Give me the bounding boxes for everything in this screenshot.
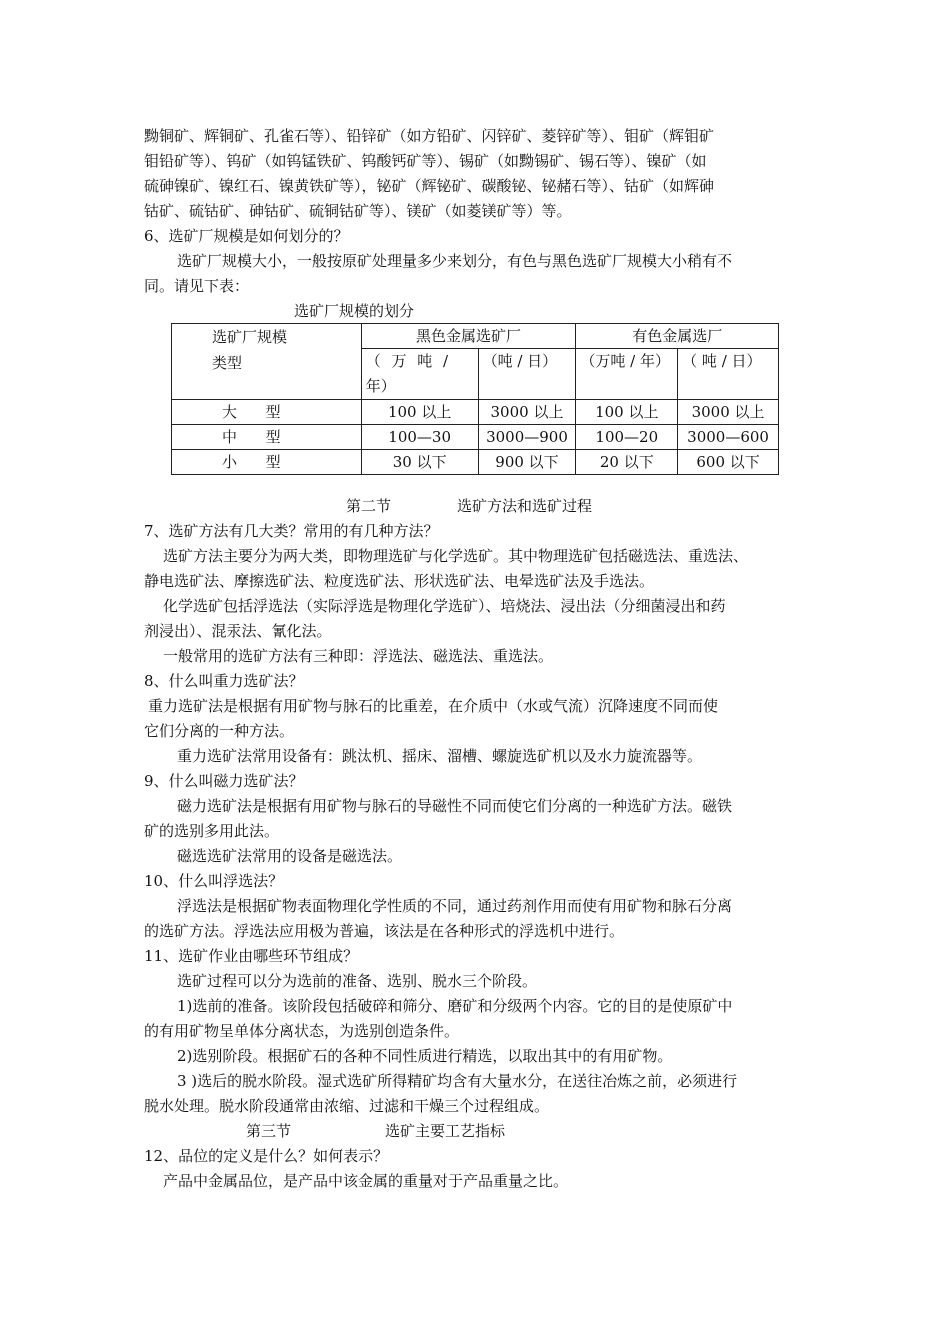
answer-line: 产品中金属品位，是产品中该金属的重量对于产品重量之比。 bbox=[163, 1172, 569, 1190]
answer-line: 选矿厂规模大小，一般按原矿处理量多少来划分，有色与黑色选矿厂规模大小稍有不 bbox=[177, 252, 733, 270]
text-line: 钼铅矿等）、钨矿（如钨锰铁矿、钨酸钙矿等）、锡矿（如黝锡矿、锡石等）、镍矿（如 bbox=[144, 152, 707, 170]
unit-ferrous-day: （吨 / 日） bbox=[478, 349, 576, 400]
cell-ferrous-year: 100 以上 bbox=[361, 400, 478, 425]
answer-line: 一般常用的选矿方法有三种即：浮选法、磁选法、重选法。 bbox=[163, 647, 554, 665]
question-6: 6、选矿厂规模是如何划分的？ bbox=[144, 227, 349, 245]
answer-line: 浮选法是根据矿物表面物理化学性质的不同，通过药剂作用而使有用矿物和脉石分离 bbox=[177, 897, 733, 915]
row-type: 大 型 bbox=[172, 400, 362, 425]
answer-line: 1)选前的准备。该阶段包括破碎和筛分、磨矿和分级两个内容。它的目的是使原矿中 bbox=[177, 997, 733, 1015]
unit-ferrous-year bbox=[361, 349, 478, 400]
answer-line: 的有用矿物呈单体分离状态，为选别创造条件。 bbox=[144, 1022, 460, 1040]
text-line: 钴矿、硫钴矿、砷钴矿、硫铜钴矿等）、镁矿（如菱镁矿等）等。 bbox=[144, 202, 572, 220]
text-line: 硫砷镍矿、镍红石、镍黄铁矿等），铋矿（辉铋矿、碳酸铋、铋赭石等）、钴矿（如辉砷 bbox=[144, 177, 715, 195]
table-header-row bbox=[172, 324, 779, 349]
section-title: 选矿方法和选矿过程 bbox=[457, 497, 593, 515]
answer-line: 同。请见下表： bbox=[144, 277, 250, 295]
question-8: 8、什么叫重力选矿法？ bbox=[144, 672, 304, 690]
answer-line: 它们分离的一种方法。 bbox=[144, 722, 295, 740]
table-row bbox=[172, 425, 779, 450]
question-7: 7、选矿方法有几大类？常用的有几种方法？ bbox=[144, 522, 439, 540]
document-page bbox=[144, 124, 814, 1194]
unit-nonferrous-day: （ 吨 / 日） bbox=[678, 349, 779, 400]
section-2-heading bbox=[144, 494, 814, 519]
question-11: 11、选矿作业由哪些环节组成？ bbox=[144, 947, 359, 965]
answer-line: 磁选选矿法常用的设备是磁选法。 bbox=[177, 847, 403, 865]
answer-line: 剂浸出）、混汞法、氰化法。 bbox=[144, 622, 332, 640]
header-scale-line2: 类型 bbox=[212, 354, 243, 372]
answer-line: 选矿方法主要分为两大类，即物理选矿与化学选矿。其中物理选矿包括磁选法、重选法、 bbox=[163, 547, 749, 565]
unit-line: （ 万 吨 / bbox=[365, 352, 449, 370]
answer-line: 化学选矿包括浮选法（实际浮选是物理化学选矿）、培烧法、浸出法（分细菌浸出和药 bbox=[163, 597, 726, 615]
section-title: 选矿主要工艺指标 bbox=[385, 1122, 506, 1140]
section-3-heading bbox=[144, 1119, 814, 1144]
cell-ferrous-day: 3000—900 bbox=[478, 425, 576, 450]
cell-nonferrous-year: 100 以上 bbox=[576, 400, 678, 425]
cell-nonferrous-day: 3000 以上 bbox=[678, 400, 779, 425]
table-caption: 选矿厂规模的划分 bbox=[294, 302, 415, 320]
answer-line: 2)选别阶段。根据矿石的各种不同性质进行精选，以取出其中的有用矿物。 bbox=[177, 1047, 673, 1065]
header-scale-type bbox=[172, 324, 362, 400]
answer-line: 脱水处理。脱水阶段通常由浓缩、过滤和干燥三个过程组成。 bbox=[144, 1097, 550, 1115]
header-ferrous-plant: 黑色金属选矿厂 bbox=[361, 324, 576, 349]
question-10: 10、什么叫浮选法？ bbox=[144, 872, 284, 890]
question-12: 12、品位的定义是什么？如何表示？ bbox=[144, 1147, 389, 1165]
row-type: 小 型 bbox=[172, 450, 362, 475]
section-number: 第二节 bbox=[346, 497, 392, 515]
answer-line: 重力选矿法是根据有用矿物与脉石的比重差，在介质中（水或气流）沉降速度不同而使 bbox=[148, 697, 719, 715]
header-nonferrous-plant: 有色金属选厂 bbox=[576, 324, 779, 349]
cell-ferrous-day: 3000 以上 bbox=[478, 400, 576, 425]
table-row bbox=[172, 400, 779, 425]
text-line: 黝铜矿、辉铜矿、孔雀石等）、铅锌矿（如方铅矿、闪锌矿、菱锌矿等）、钼矿（辉钼矿 bbox=[144, 127, 715, 145]
cell-nonferrous-day: 600 以下 bbox=[678, 450, 779, 475]
unit-line: 年） bbox=[365, 377, 396, 395]
cell-nonferrous-day: 3000—600 bbox=[678, 425, 779, 450]
question-9: 9、什么叫磁力选矿法？ bbox=[144, 772, 304, 790]
answer-line: 磁力选矿法是根据有用矿物与脉石的导磁性不同而使它们分离的一种选矿方法。磁铁 bbox=[177, 797, 733, 815]
section-number: 第三节 bbox=[246, 1122, 292, 1140]
cell-ferrous-year: 30 以下 bbox=[361, 450, 478, 475]
answer-line: 静电选矿法、摩擦选矿法、粒度选矿法、形状选矿法、电晕选矿法及手选法。 bbox=[144, 572, 655, 590]
unit-nonferrous-year: （万吨 / 年） bbox=[576, 349, 678, 400]
answer-line: 的选矿方法。浮选法应用极为普遍，该法是在各种形式的浮选机中进行。 bbox=[144, 922, 625, 940]
cell-ferrous-day: 900 以下 bbox=[478, 450, 576, 475]
answer-line: 矿的选别多用此法。 bbox=[144, 822, 280, 840]
plant-scale-table bbox=[171, 323, 779, 475]
answer-line: 重力选矿法常用设备有：跳汰机、摇床、溜槽、螺旋选矿机以及水力旋流器等。 bbox=[177, 747, 703, 765]
cell-ferrous-year: 100—30 bbox=[361, 425, 478, 450]
answer-line: 3 )选后的脱水阶段。湿式选矿所得精矿均含有大量水分，在送往冶炼之前，必须进行 bbox=[177, 1072, 738, 1090]
cell-nonferrous-year: 100—20 bbox=[576, 425, 678, 450]
intro-paragraph bbox=[144, 124, 814, 224]
spacer bbox=[144, 475, 814, 494]
cell-nonferrous-year: 20 以下 bbox=[576, 450, 678, 475]
answer-line: 选矿过程可以分为选前的准备、选别、脱水三个阶段。 bbox=[177, 972, 538, 990]
row-type: 中 型 bbox=[172, 425, 362, 450]
table-row bbox=[172, 450, 779, 475]
header-scale-line1: 选矿厂规模 bbox=[212, 328, 288, 346]
